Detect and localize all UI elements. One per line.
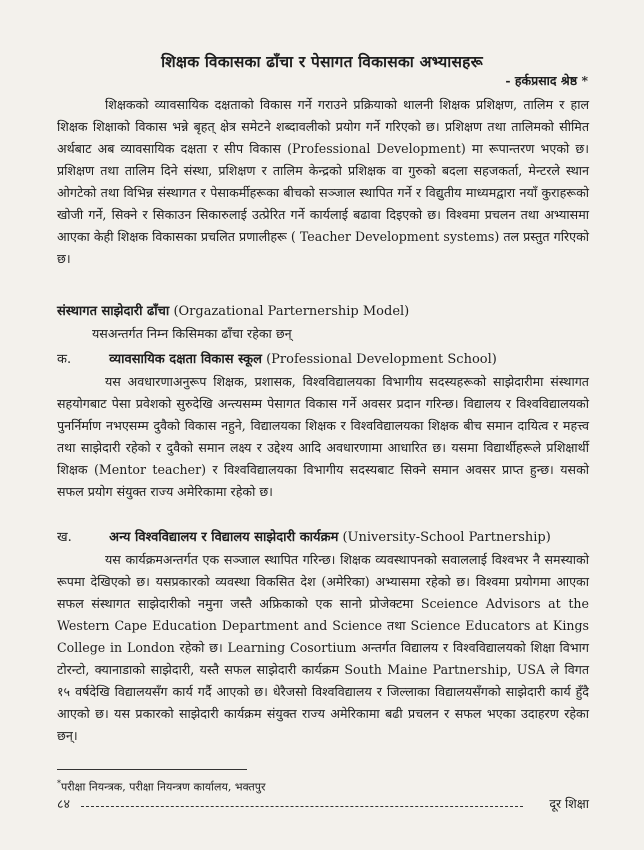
item-text: यस अवधारणाअनुरूप शिक्षक, प्रशासक, विश्वविद्यालयका विभागीय सदस्यहरूको साझेदारीमा संस्थागत सहयोगबाट पेसा प्रवेशको सुरुदेखि अन्त्यसम्म पेसागत विकास गर्ने अवसर प्रदान गरिन्छ। विद्यालय र विश्वविद्यालयको पुनर्निर्माण नभएसम्म दुवैको विकास नहुने, विद्यालयका शिक्षक र विश्वविद्यालयका शिक्षक बीच समान दायित्व र महत्त्व तथा साझेदारी रहेको र दुवैको समान लक्ष्य र उद्देश्य आदि अवधारणामा आधारित छ। यसमा विद्यार्थीहरूले प्रशिक्षार्थी शिक्षक (Mentor teacher) र विश्वविद्यालयका विभागीय सदस्यबाट सिक्ने समान अवसर प्राप्त हुन्छ। यसको सफल प्रयोग संयुक्त राज्य अमेरिकामा रहेको छ। (57, 374, 589, 499)
item-heading-ka (57, 349, 497, 367)
journal-name: दूर शिक्षा (549, 796, 589, 811)
footnote-text: परीक्षा नियन्त्रक, परीक्षा नियन्त्रण कार्यालय, भक्तपुर (61, 780, 266, 794)
page-footer (57, 795, 589, 815)
section-heading (57, 301, 409, 319)
item-paragraph-kha (57, 549, 589, 747)
item-title-en: (Professional Development School) (266, 352, 497, 367)
item-title-np: व्यावसायिक दक्षता विकास स्कूल (109, 352, 262, 367)
item-label: क. (57, 352, 72, 367)
item-text: यस कार्यक्रमअन्तर्गत एक सञ्जाल स्थापित गरिन्छ। शिक्षक व्यवस्थापनको सवाललाई विश्वभर नै समस्याको रूपमा देखिएको छ। यसप्रकारको व्यवस्था विकसित देश (अमेरिका) अभ्यासमा रहेको छ। विश्वमा प्रयोगमा आएका सफल संस्थागत साझेदारीको नमुना जस्तै अफ्रिकाको एक सानो प्रोजेक्टमा Sceience Advisors at the Western Cape Education Department and Science तथा Science Educators at Kings College in London रहेको छ। Learning Cosortium अन्तर्गत विद्यालय र विश्वविद्यालयको शिक्षा विभाग टोरन्टो, क्यानाडाको साझेदारी, यस्तै सफल साझेदारी कार्यक्रम South Maine Partnership, USA ले विगत १५ वर्षदेखि विद्यालयसँग कार्य गर्दै आएको छ। धेरैजसो विश्वविद्यालय र जिल्लाका विद्यालयसँगको साझेदारी कार्य हुँदै आएको छ। यस प्रकारको साझेदारी कार्यक्रम संयुक्त राज्य अमेरिकामा बढी प्रचलन र सफल भएका उदाहरण रहेका छन्। (57, 552, 589, 743)
section-heading-en: (Orgazational Parternership Model) (173, 304, 410, 319)
item-title-en: (University-School Partnership) (342, 530, 551, 545)
page-number: ८४ (57, 796, 71, 811)
item-title-np: अन्य विश्वविद्यालय र विद्यालय साझेदारी कार्यक्रम (109, 530, 339, 545)
article-title: शिक्षक विकासका ढाँचा र पेसागत विकासका अभ्यासहरू (161, 52, 483, 71)
footnote-marker: * (57, 779, 61, 788)
item-label: ख. (57, 530, 72, 545)
author-name: - हर्कप्रसाद श्रेष्ठ * (505, 73, 588, 88)
footer-dashed-rule (81, 806, 523, 807)
footnote-divider (57, 769, 247, 770)
intro-paragraph (57, 94, 589, 270)
intro-text: शिक्षकको व्यावसायिक दक्षताको विकास गर्ने गराउने प्रक्रियाको थालनी शिक्षक प्रशिक्षण, तालिम र हाल शिक्षक शिक्षाको विकास भन्ने बृहत् क्षेत्र समेटने शब्दावलीको प्रयोग गर्ने गरिएको छ। प्रशिक्षण तथा तालिमको सीमित अर्थबाट अब व्यावसायिक दक्षता र सीप विकास (Professional Development) मा रूपान्तरण भएको छ। प्रशिक्षण तथा तालिम दिने संस्था, प्रशिक्षण र तालिम केन्द्रको प्रशिक्षक वा गुरुको बदला सहजकर्ता, मेन्टरले स्थान ओगटेको तथा विभिन्न संस्थागत र पेसाकर्मीहरूका बीचको सञ्जाल स्थापित गर्ने र विद्युतीय माध्यमद्वारा नयाँ कुराहरूको खोजी गर्ने, सिक्ने र सिकाउन सिकारुलाई उत्प्रेरित गर्ने कार्यलाई बढावा दिइएको छ। विश्वमा प्रचलन तथा अभ्यासमा आएका केही शिक्षक विकासका प्रचलित प्रणालीहरू ( Teacher Development systems) तल प्रस्तुत गरिएको छ। (57, 97, 589, 266)
section-heading-np: संस्थागत साझेदारी ढाँचा (57, 304, 170, 319)
item-paragraph-ka (57, 371, 589, 503)
item-heading-kha (57, 527, 551, 545)
section-subtitle: यसअन्तर्गत निम्न किसिमका ढाँचा रहेका छन् (92, 326, 292, 341)
footnote (57, 779, 266, 795)
